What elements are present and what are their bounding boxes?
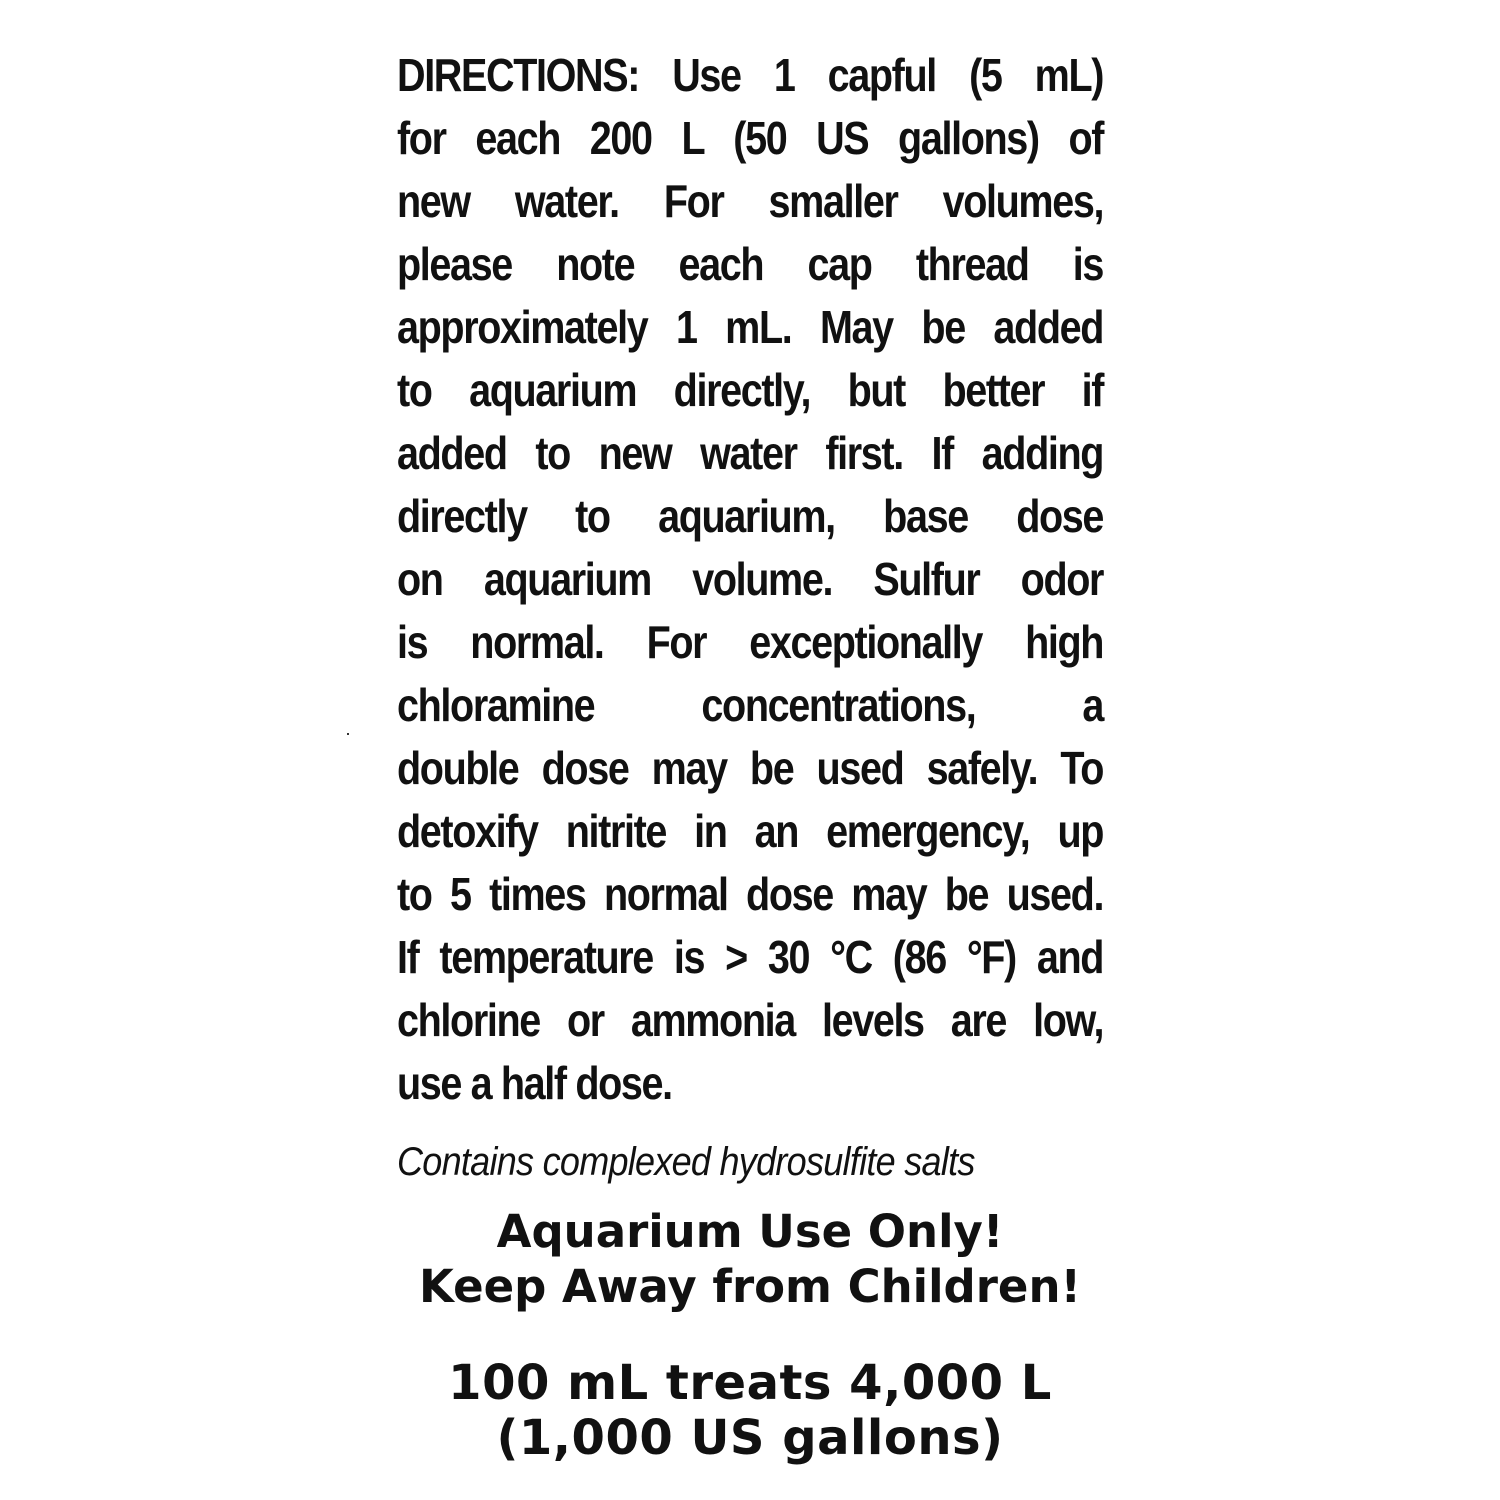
directions-line: chlorine or ammonia levels are low, xyxy=(397,994,1104,1046)
directions-line: added to new water first. If adding xyxy=(397,427,1104,479)
treatment-volume xyxy=(397,1356,1103,1466)
directions-line: DIRECTIONS: Use 1 capful (5 mL) xyxy=(397,49,1104,101)
warning-line: Aquarium Use Only! xyxy=(496,1205,1004,1258)
directions-line: please note each cap thread is xyxy=(397,238,1104,290)
directions-line: to aquarium directly, but better if xyxy=(397,364,1104,416)
directions-line: double dose may be used safely. To xyxy=(397,742,1104,794)
directions-line: chloramine concentrations, a xyxy=(397,679,1104,731)
directions-text xyxy=(397,44,1103,1115)
directions-line: detoxify nitrite in an emergency, up xyxy=(397,805,1104,857)
directions-line: for each 200 L (50 US gallons) of xyxy=(397,112,1104,164)
product-label-back xyxy=(397,44,1104,1466)
directions-line: approximately 1 mL. May be added xyxy=(397,301,1104,353)
print-speck xyxy=(347,733,349,735)
directions-line: is normal. For exceptionally high xyxy=(397,616,1104,668)
treatment-line: 100 mL treats 4,000 L xyxy=(448,1355,1052,1411)
directions-line: to 5 times normal dose may be used. xyxy=(397,868,1104,920)
directions-line: on aquarium volume. Sulfur odor xyxy=(397,553,1104,605)
ingredients-note: Contains complexed hydrosulfite salts xyxy=(397,1140,975,1184)
warning-text xyxy=(397,1204,1103,1314)
warning-line: Keep Away from Children! xyxy=(418,1260,1081,1313)
directions-line: If temperature is > 30 °C (86 °F) and xyxy=(397,931,1104,983)
treatment-line: (1,000 US gallons) xyxy=(496,1410,1004,1466)
directions-line: use a half dose. xyxy=(397,1057,672,1109)
directions-line: new water. For smaller volumes, xyxy=(397,175,1104,227)
directions-line: directly to aquarium, base dose xyxy=(397,490,1104,542)
